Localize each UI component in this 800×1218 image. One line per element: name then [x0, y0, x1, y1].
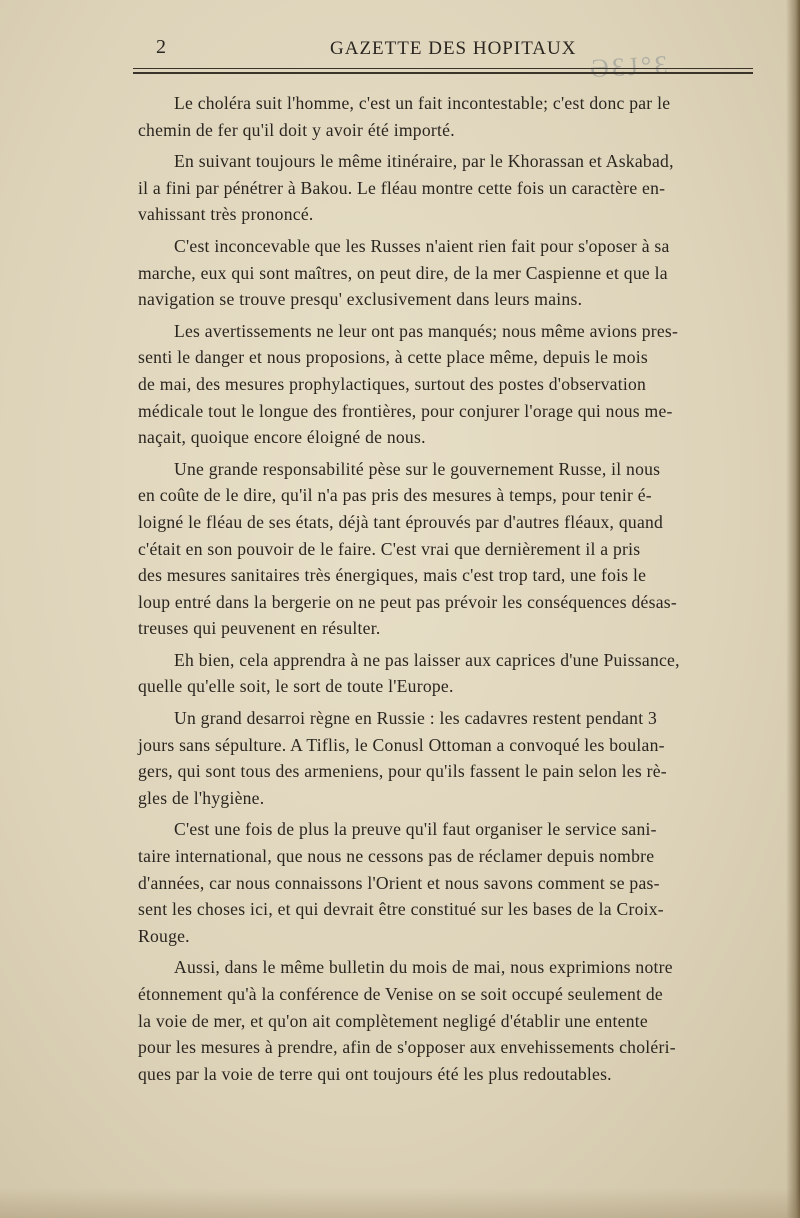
page-bottom-shadow	[0, 1188, 800, 1218]
paragraph-7: Un grand desarroi règne en Russie : les cadavres restent pendant 3 jours sans sépulture. A Tiflis, le Conusl Ottoman a convoqué les boulan- gers, qui sont tous des armeniens, pour qu'ils fassent le pain selon les rè- gles de l'hygiène.	[138, 708, 667, 808]
header-rule-thin	[133, 68, 753, 69]
page-number: 2	[156, 36, 166, 58]
paragraph-3: C'est inconcevable que les Russes n'aient rien fait pour s'oposer à sa marche, eux qui sont maîtres, on peut dire, de la mer Caspienne et que la navigation se trouve presqu' exclusivement dans leurs mains.	[138, 235, 670, 310]
article-body	[138, 90, 742, 1092]
paragraph-5: Une grande responsabilité pèse sur le gouvernement Russe, il nous en coûte de le dire, qu'il n'a pas pris des mesures à temps, pour tenir é- loigné le fléau de ses états, déjà tant éprouvés par d'autres fléaux, quand c'était en son pouvoir de le faire. C'est vrai que dernièrement il a pris des mesures sanitaires très énergiques, mais c'est trop tard, une fois le loup entré dans la bergerie on ne peut pas prévoir les conséquences désas- treuses qui peuvenent en résulter.	[138, 458, 677, 639]
header-rule-thick	[133, 72, 753, 74]
page-edge-shadow	[786, 0, 800, 1218]
paragraph-2: En suivant toujours le même itinéraire, par le Khorassan et Askabad, il a fini par pénétrer à Bakou. Le fléau montre cette fois un caractère en- vahissant très prononcé.	[138, 151, 674, 225]
library-stamp: ƏƐJ°Ɛ	[589, 49, 672, 84]
paragraph-1: Le choléra suit l'homme, c'est un fait incontestable; c'est donc par le chemin de fer qu'il doit y avoir été importé.	[138, 93, 671, 140]
paragraph-6: Eh bien, cela apprendra à ne pas laisser aux caprices d'une Puissance, quelle qu'elle soit, le sort de toute l'Europe.	[138, 649, 680, 697]
paragraph-9: Aussi, dans le même bulletin du mois de mai, nous exprimions notre étonnement qu'à la conférence de Venise on se soit occupé seulement de la voie de mer, et qu'on ait complètement negligé d'établir une entente pour les mesures à prendre, afin de s'opposer aux envehissements choléri- ques par la voie de terre qui ont toujours été les plus redoutables.	[138, 957, 676, 1084]
paragraph-8: C'est une fois de plus la preuve qu'il faut organiser le service sani- taire international, que nous ne cessons pas de réclamer depuis nombre d'années, car nous connaissons l'Orient et nous savons comment se pas- sent les choses ici, et qui devrait être constitué sur les bases de la Croix- Rouge.	[138, 819, 664, 946]
running-title: GAZETTE DES HOPITAUX	[330, 38, 577, 59]
paragraph-4: Les avertissements ne leur ont pas manqués; nous même avions pres- senti le danger et nous proposions, à cette place même, depuis le mois de mai, des mesures prophylactiques, surtout des postes d'observation médicale tout le longue des frontières, pour conjurer l'orage qui nous me- naçait, quoique encore éloigné de nous.	[138, 320, 679, 448]
